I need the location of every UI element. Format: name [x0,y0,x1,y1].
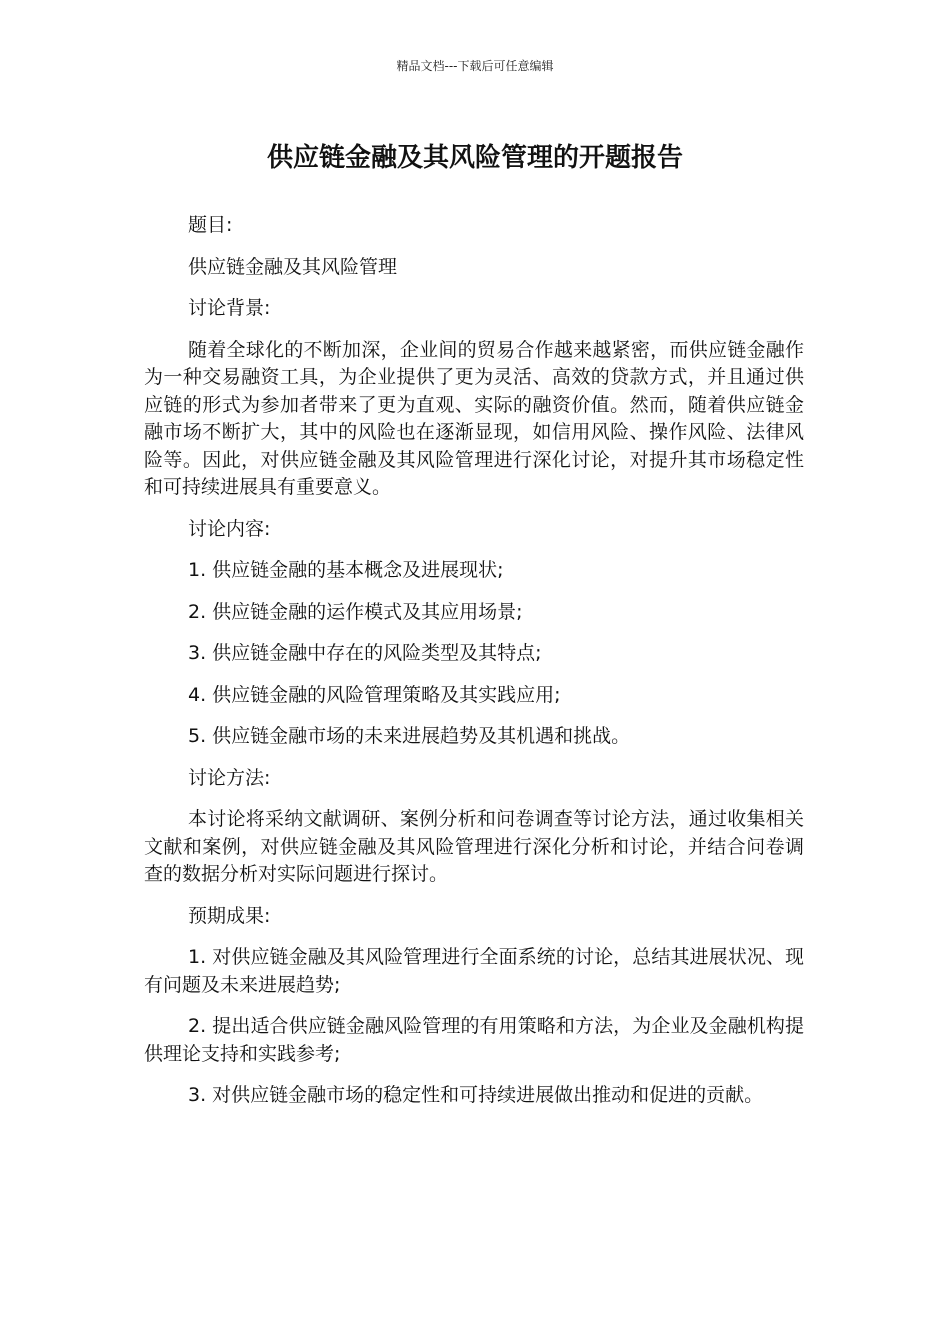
content-item-3: 3. 供应链金融中存在的风险类型及其特点; [188,642,542,664]
content-item-2: 2. 供应链金融的运作模式及其应用场景; [188,600,523,623]
content-item-4: 4. 供应链金融的风险管理策略及其实践应用; [188,683,561,706]
method-paragraph: 本讨论将采纳文献调研、案例分析和问卷调查等讨论方法，通过收集相关文献和案例，对供应链金融及其风险管理进行深化分析和讨论，并结合问卷调查的数据分析对实际问题进行探讨。 [144,808,804,885]
label-background: 讨论背景: [188,297,271,319]
label-topic: 题目: [188,214,233,236]
content-item-5: 5. 供应链金融市场的未来进展趋势及其机遇和挑战。 [188,725,631,747]
result-item-2: 2. 提出适合供应链金融风险管理的有用策略和方法，为企业及金融机构提供理论支持和实践参考; [144,1015,804,1065]
document-body [144,212,804,1124]
label-method: 讨论方法: [188,766,271,789]
result-item-3: 3. 对供应链金融市场的稳定性和可持续进展做出推动和促进的贡献。 [188,1084,764,1106]
topic-text: 供应链金融及其风险管理 [188,255,398,278]
label-content: 讨论内容: [188,517,271,540]
result-item-1: 1. 对供应链金融及其风险管理进行全面系统的讨论，总结其进展状况、现有问题及未来进展趋势; [144,946,804,996]
label-results: 预期成果: [188,904,271,927]
page-title: 供应链金融及其风险管理的开题报告 [266,143,683,173]
content-item-1: 1. 供应链金融的基本概念及进展现状; [188,559,504,581]
header-note: 精品文档---下载后可任意编辑 [396,59,554,73]
background-paragraph: 随着全球化的不断加深，企业间的贸易合作越来越紧密，而供应链金融作为一种交易融资工具，为企业提供了更为灵活、高效的贷款方式，并且通过供应链的形式为参加者带来了更为直观、实际的融资价值。然而，随着供应链金融市场不断扩大，其中的风险也在逐渐显现，如信用风险、操作风险、法律风险等。因此，对供应链金融及其风险管理进行深化讨论，对提升其市场稳定性和可持续进展具有重要意义。 [144,338,804,498]
